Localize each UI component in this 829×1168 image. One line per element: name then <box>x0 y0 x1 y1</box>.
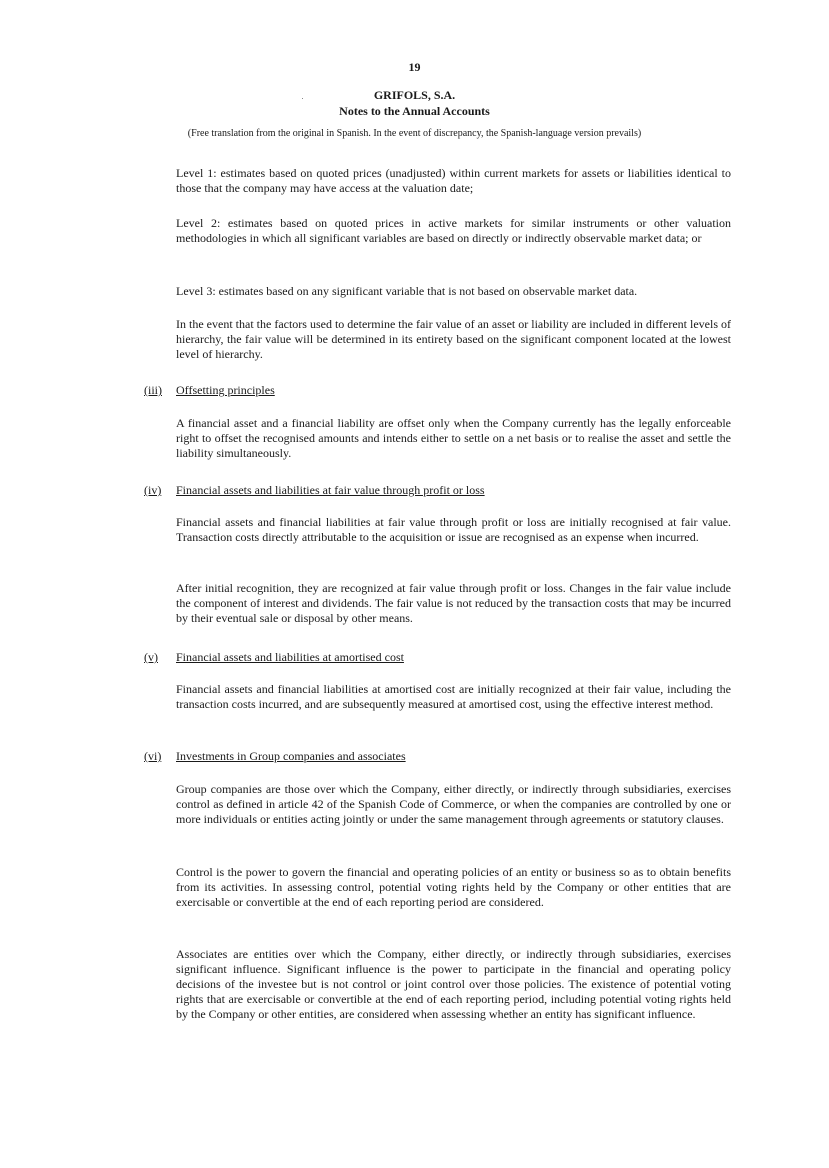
paragraph-associates: Associates are entities over which the Company, either directly, or indirectly through subsidiaries, exercises significant influence. Significant influence is the power to participate in the financial and operating policy decisions of the investee but is not control or joint control over those policies. The existence of potential voting rights that are exercisable or convertible at the end of each reporting period, including potential voting rights held by the Company or other entities, are considered when assessing whether an entity has significant influence. <box>176 947 731 1021</box>
section-number: (iii) <box>144 383 162 397</box>
paragraph-amortised-cost: Financial assets and financial liabilities at amortised cost are initially recognized at their fair value, including the transaction costs incurred, and are subsequently measured at amortised cost, using the effective interest method. <box>176 682 731 711</box>
section-number: (v) <box>144 650 158 664</box>
paragraph-group-companies: Group companies are those over which the Company, either directly, or indirectly through subsidiaries, exercises control as defined in article 42 of the Spanish Code of Commerce, or when the companies are controlled by one or more individuals or entities acting jointly or under the same management through agreements or statutory clauses. <box>176 782 731 826</box>
paragraph-fvtpl-initial: Financial assets and financial liabilities at fair value through profit or loss are initially recognised at fair value. Transaction costs directly attributable to the acquisition or issue are recognised as an expense when incurred. <box>176 515 731 544</box>
section-title: Financial assets and liabilities at fair value through profit or loss <box>176 483 485 497</box>
company-name: GRIFOLS, S.A. <box>373 88 456 102</box>
section-heading-vi <box>144 749 406 764</box>
paragraph-level-2: Level 2: estimates based on quoted prices in active markets for similar instruments or other valuation methodologies in which all significant variables are based on directly or indirectly observable market data; or <box>176 216 731 245</box>
section-heading-iii <box>144 383 275 398</box>
section-title: Investments in Group companies and associates <box>176 749 406 763</box>
paragraph-level-1: Level 1: estimates based on quoted prices (unadjusted) within current markets for assets or liabilities identical to those that the company may have access at the valuation date; <box>176 166 731 195</box>
page-number: 19 <box>408 60 421 74</box>
section-number: (iv) <box>144 483 162 497</box>
paragraph-level-3: Level 3: estimates based on any significant variable that is not based on observable market data. <box>176 284 638 298</box>
section-heading-iv <box>144 483 485 498</box>
section-title: Offsetting principles <box>176 383 275 397</box>
section-number: (vi) <box>144 749 162 763</box>
paragraph-fvtpl-subsequent: After initial recognition, they are recognized at fair value through profit or loss. Changes in the fair value include the component of interest and dividends. The fair value is not reduced by the transaction costs that may be incurred by their eventual sale or disposal by other means. <box>176 581 731 625</box>
paragraph-control: Control is the power to govern the financial and operating policies of an entity or business so as to obtain benefits from its activities. In assessing control, potential voting rights held by the Company or other entities that are exercisable or convertible at the end of each reporting period are considered. <box>176 865 731 909</box>
translation-note: (Free translation from the original in Spanish. In the event of discrepancy, the Spanish-language version prevails) <box>187 128 642 139</box>
document-subtitle: Notes to the Annual Accounts <box>339 104 490 118</box>
paragraph-hierarchy: In the event that the factors used to determine the fair value of an asset or liability are included in different levels of hierarchy, the fair value will be determined in its entirety based on the significant component located at the lowest level of hierarchy. <box>176 317 731 361</box>
paragraph-offsetting: A financial asset and a financial liability are offset only when the Company currently has the legally enforceable right to offset the recognised amounts and intends either to settle on a net basis or to realise the asset and settle the liability simultaneously. <box>176 416 731 460</box>
section-heading-v <box>144 650 404 665</box>
section-title: Financial assets and liabilities at amortised cost <box>176 650 404 664</box>
